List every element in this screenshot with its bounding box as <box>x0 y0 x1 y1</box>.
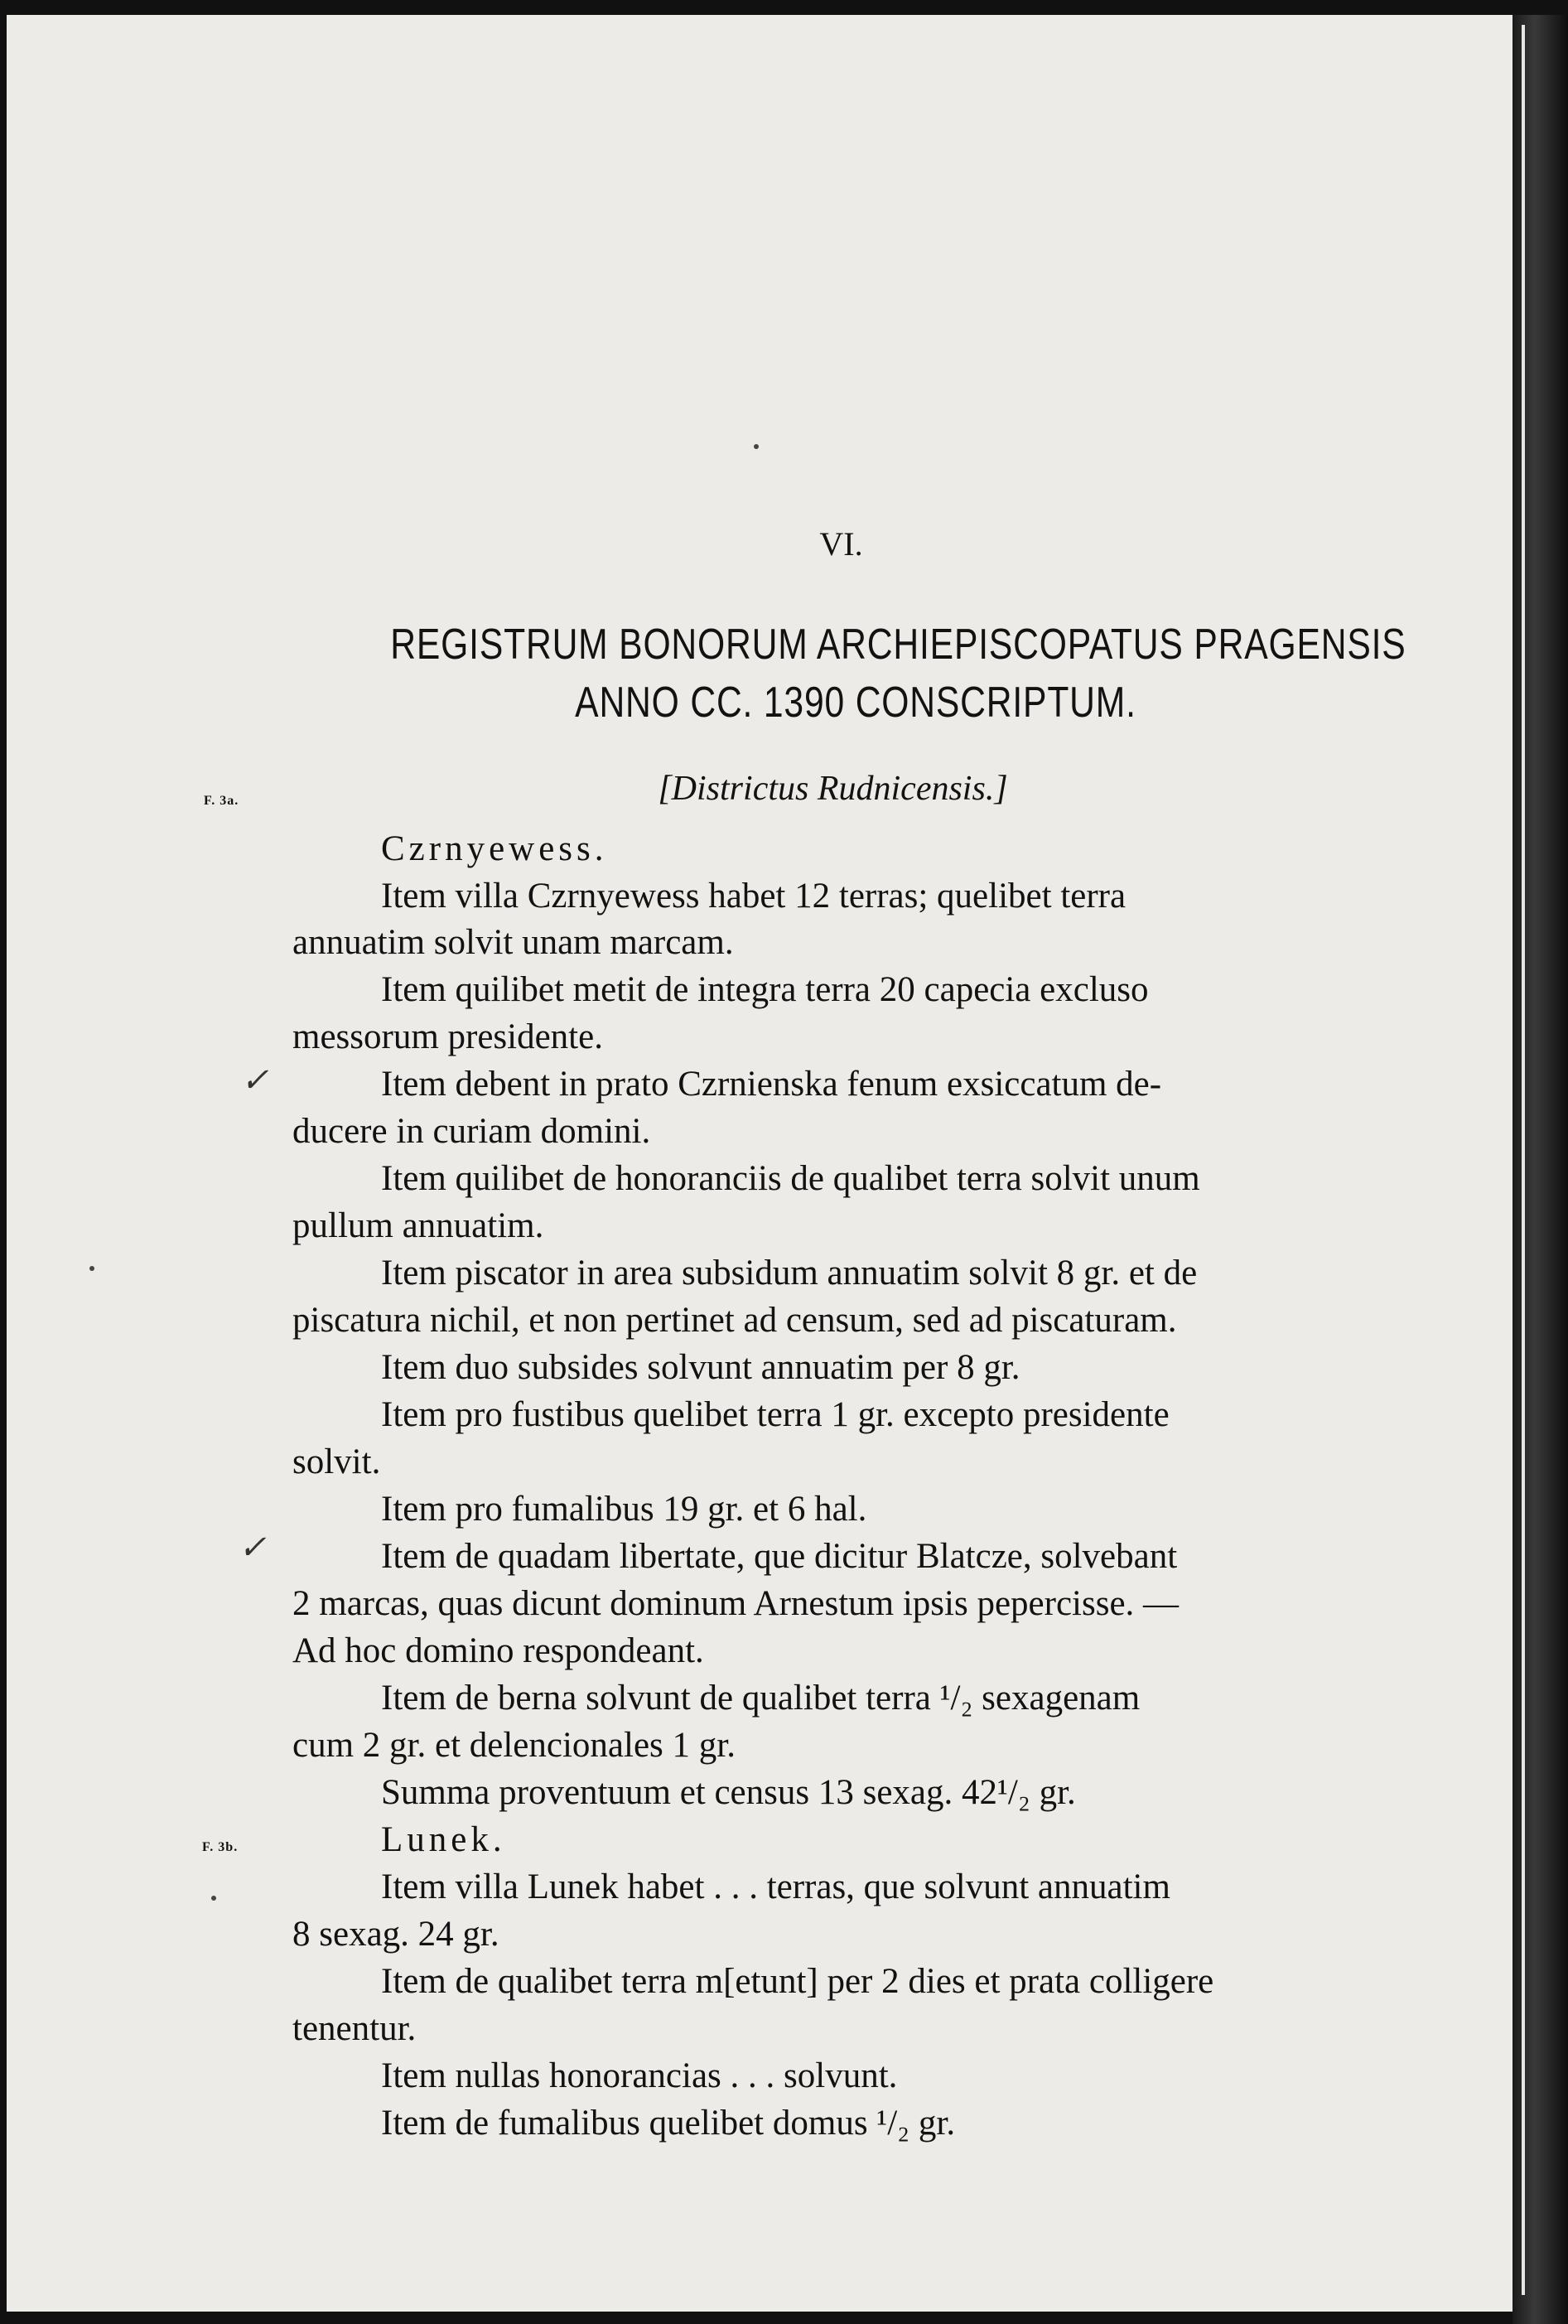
text-line: Item debent in prato Czrnienska fenum exsiccatum de- <box>381 1065 1162 1104</box>
title-line-2: ANNO CC. 1390 CONSCRIPTUM. <box>575 679 1136 727</box>
chapter-numeral: VI. <box>819 525 863 563</box>
text-line: Item nullas honorancias . . . solvunt. <box>381 2056 898 2095</box>
text-line: Item villa Czrnyewess habet 12 terras; quelibet terra <box>381 877 1127 916</box>
text-line: pullum annuatim. <box>292 1206 544 1245</box>
folio-marker-3b: F. 3b. <box>202 1840 239 1854</box>
summa-line: Summa proventuum et census 13 sexag. 42¹/₂ gr. <box>381 1773 1076 1812</box>
text-line: Item pro fumalibus 19 gr. et 6 hal. <box>381 1490 867 1529</box>
paper-speck <box>211 1896 216 1901</box>
text-line: cum 2 gr. et delencionales 1 gr. <box>292 1726 736 1765</box>
text-line: piscatura nichil, et non pertinet ad censum, sed ad piscaturam. <box>292 1301 1177 1340</box>
text-line: Item villa Lunek habet . . . terras, que solvunt annuatim <box>381 1867 1170 1906</box>
text-line: Item duo subsides solvunt annuatim per 8 gr. <box>381 1348 1020 1387</box>
text-line: Item de quadam libertate, que dicitur Blatcze, solvebant <box>381 1537 1178 1576</box>
text-line: 2 marcas, quas dicunt dominum Arnestum ipsis pepercisse. — <box>292 1584 1180 1623</box>
section-heading-lunek: Lunek. <box>381 1820 506 1859</box>
text-line: tenentur. <box>292 2009 417 2048</box>
text-line: Ad hoc domino respondeant. <box>292 1631 704 1670</box>
district-heading: [Districtus Rudnicensis.] <box>658 770 1008 808</box>
text-line: ducere in curiam domini. <box>292 1112 651 1151</box>
section-heading-czrnyewess: Czrnyewess. <box>381 829 608 868</box>
text-line: messorum presidente. <box>292 1017 603 1056</box>
text-line: Item quilibet metit de integra terra 20 capecia excluso <box>381 970 1149 1009</box>
text-line: Item quilibet de honoranciis de qualibet terra solvit unum <box>381 1159 1200 1198</box>
document-page <box>7 15 1513 2312</box>
check-mark-icon: ✓ <box>241 1061 269 1099</box>
paper-speck <box>754 444 759 449</box>
text-line: solvit. <box>292 1442 381 1481</box>
text-line: Item de qualibet terra m[etunt] per 2 dies et prata colligere <box>381 1962 1214 2001</box>
paper-speck <box>89 1266 94 1271</box>
text-line: Item pro fustibus quelibet terra 1 gr. excepto presidente <box>381 1395 1170 1434</box>
title-line-1: REGISTRUM BONORUM ARCHIEPISCOPATUS PRAGENSIS <box>390 621 1406 669</box>
page-edge-line <box>1522 25 1525 2295</box>
folio-marker-3a: F. 3a. <box>204 794 239 808</box>
text-line: annuatim solvit unam marcam. <box>292 923 734 962</box>
text-line: Item de fumalibus quelibet domus ¹/₂ gr. <box>381 2104 956 2143</box>
check-mark-icon: ✓ <box>239 1529 267 1566</box>
text-line: Item de berna solvunt de qualibet terra ¹/₂ sexagenam <box>381 1679 1141 1718</box>
text-line: Item piscator in area subsidum annuatim solvit 8 gr. et de <box>381 1254 1198 1292</box>
text-line: 8 sexag. 24 gr. <box>292 1915 499 1954</box>
